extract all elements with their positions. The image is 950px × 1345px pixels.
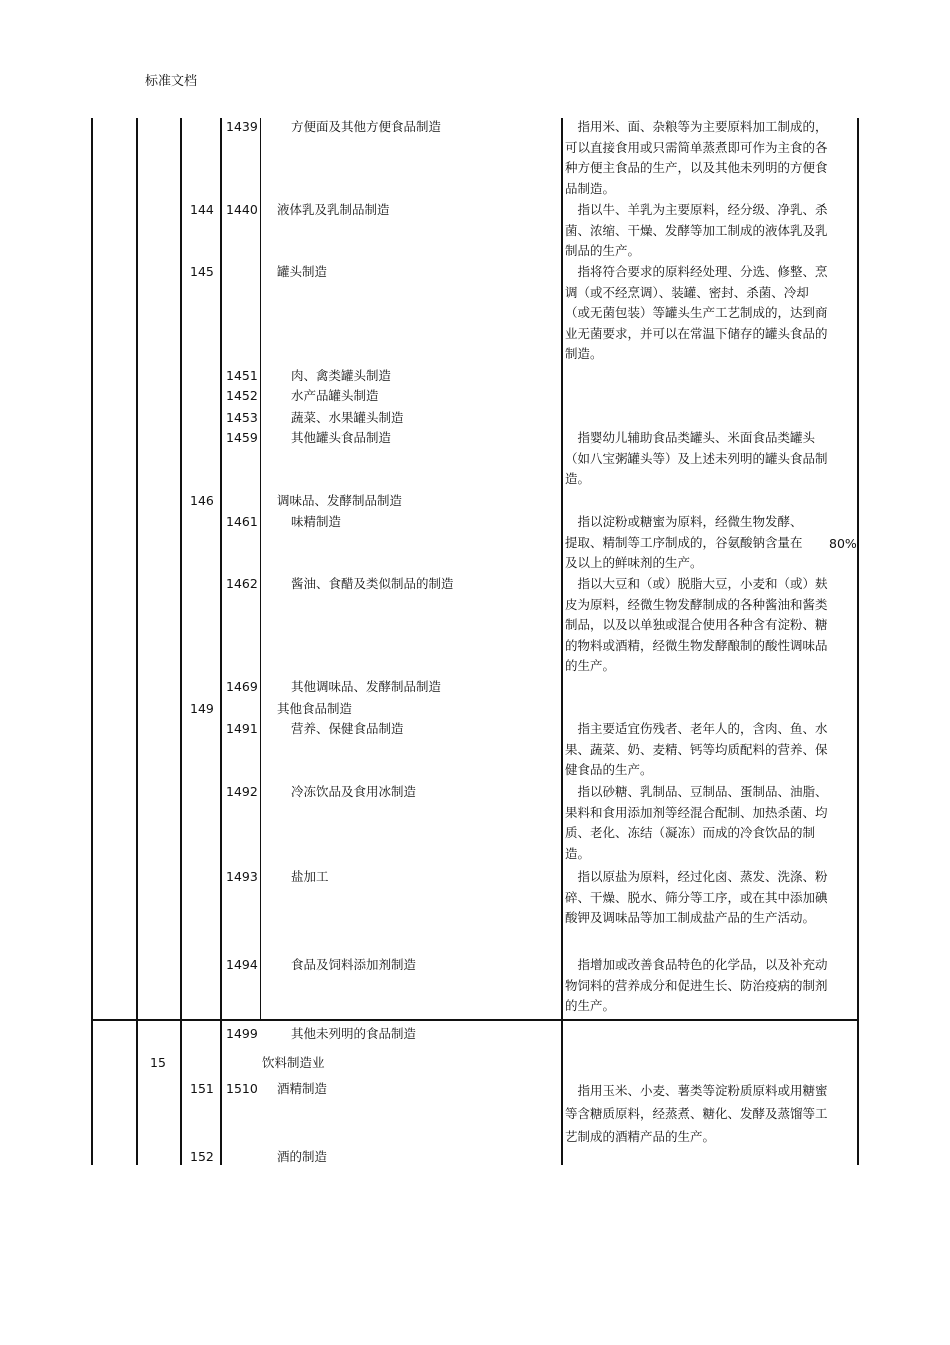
column-divider-4 — [260, 118, 261, 1021]
class-code: 1459 — [226, 430, 258, 445]
group-code: 144 — [190, 202, 214, 217]
class-code: 1440 — [226, 202, 258, 217]
class-code: 1492 — [226, 784, 258, 799]
group-name: 罐头制造 — [277, 264, 328, 279]
class-description: 指以淀粉或糖蜜为原料，经微生物发酵、提取、精制等工序制成的，谷氨酸钠含量在 及以上的鲜味剂的生产。 — [565, 514, 803, 570]
division-name: 饮料制造业 — [262, 1055, 325, 1070]
class-code: 1469 — [226, 679, 258, 694]
class-code: 1499 — [226, 1026, 258, 1041]
class-code: 1494 — [226, 957, 258, 972]
class-name: 其他罐头食品制造 — [291, 430, 392, 445]
class-description: 指婴幼儿辅助食品类罐头、米面食品类罐头（如八宝粥罐头等）及上述未列明的罐头食品制造。 — [565, 430, 828, 486]
group-name: 其他食品制造 — [277, 701, 353, 716]
group-description: 指将符合要求的原料经处理、分选、修整、烹调（或不经烹调）、装罐、密封、杀菌、冷却（或无菌包装）等罐头生产工艺制成的，达到商业无菌要求，并可以在常温下储存的罐头食品的制造。 — [565, 264, 828, 361]
group-name: 酒精制造 — [277, 1081, 328, 1096]
class-name: 酱油、食醋及类似制品的制造 — [291, 576, 454, 591]
column-divider-5 — [561, 118, 563, 1165]
table-border-right — [857, 118, 859, 1165]
class-description: 指以大豆和（或）脱脂大豆，小麦和（或）麸皮为原料，经微生物发酵制成的各种酱油和酱类制品，以及以单独或混合使用各种含有淀粉、糖的物料或酒精，经微生物发酵酿制的酸性调味品的生产。 — [565, 576, 828, 673]
class-description: 指以原盐为原料，经过化卤、蒸发、洗涤、粉碎、干燥、脱水、筛分等工序，或在其中添加碘酸钾及调味品等加工制成盐产品的生产活动。 — [565, 869, 828, 925]
class-description: 指增加或改善食品特色的化学品，以及补充动物饲料的营养成分和促进生长、防治疫病的制剂的生产。 — [565, 957, 828, 1013]
class-code: 1439 — [226, 119, 258, 134]
class-name: 盐加工 — [291, 869, 329, 884]
division-code: 15 — [150, 1055, 166, 1070]
class-name: 味精制造 — [291, 514, 342, 529]
class-description-percent: 80% — [829, 536, 857, 551]
group-name: 液体乳及乳制品制造 — [277, 202, 390, 217]
class-code: 1451 — [226, 368, 258, 383]
class-description: 指用米、面、杂粮等为主要原料加工制成的，可以直接食用或只需简单蒸煮即可作为主食的各种方便主食品的生产，以及其他未列明的方便食品制造。 — [565, 119, 828, 196]
group-code: 152 — [190, 1149, 214, 1164]
class-name: 营养、保健食品制造 — [291, 721, 404, 736]
class-name: 方便面及其他方便食品制造 — [291, 119, 442, 134]
class-code: 1510 — [226, 1081, 258, 1096]
group-name: 调味品、发酵制品制造 — [277, 493, 403, 508]
class-description: 指主要适宜伤残者、老年人的，含肉、鱼、水果、蔬菜、奶、麦精、钙等均质配料的营养、保健食品的生产。 — [565, 721, 828, 777]
class-description: 指以砂糖、乳制品、豆制品、蛋制品、油脂、果料和食用添加剂等经混合配制、加热杀菌、均质、老化、冻结（凝冻）而成的冷食饮品的制造。 — [565, 784, 828, 861]
class-name: 肉、禽类罐头制造 — [291, 368, 392, 383]
class-description: 指用玉米、小麦、薯类等淀粉质原料或用糖蜜等含糖质原料，经蒸煮、糖化、发酵及蒸馏等工艺制成的酒精产品的生产。 — [565, 1083, 828, 1144]
class-code: 1452 — [226, 388, 258, 403]
column-divider-2 — [180, 118, 182, 1165]
class-name: 其他调味品、发酵制品制造 — [291, 679, 442, 694]
class-code: 1453 — [226, 410, 258, 425]
group-code: 146 — [190, 493, 214, 508]
class-code: 1493 — [226, 869, 258, 884]
class-name: 冷冻饮品及食用冰制造 — [291, 784, 417, 799]
group-name: 酒的制造 — [277, 1149, 328, 1164]
column-divider-1 — [136, 118, 138, 1165]
class-description: 指以牛、羊乳为主要原料，经分级、净乳、杀菌、浓缩、干燥、发酵等加工制成的液体乳及乳制品的生产。 — [565, 202, 828, 258]
section-divider — [91, 1019, 859, 1021]
group-code: 149 — [190, 701, 214, 716]
group-code: 145 — [190, 264, 214, 279]
table-border-left — [91, 118, 93, 1165]
class-name: 其他未列明的食品制造 — [291, 1026, 417, 1041]
class-name: 食品及饲料添加剂制造 — [291, 957, 417, 972]
class-code: 1461 — [226, 514, 258, 529]
page-header: 标准文档 — [145, 74, 198, 89]
class-code: 1491 — [226, 721, 258, 736]
class-name: 水产品罐头制造 — [291, 388, 379, 403]
column-divider-3 — [220, 118, 222, 1165]
group-code: 151 — [190, 1081, 214, 1096]
class-name: 蔬菜、水果罐头制造 — [291, 410, 404, 425]
class-code: 1462 — [226, 576, 258, 591]
